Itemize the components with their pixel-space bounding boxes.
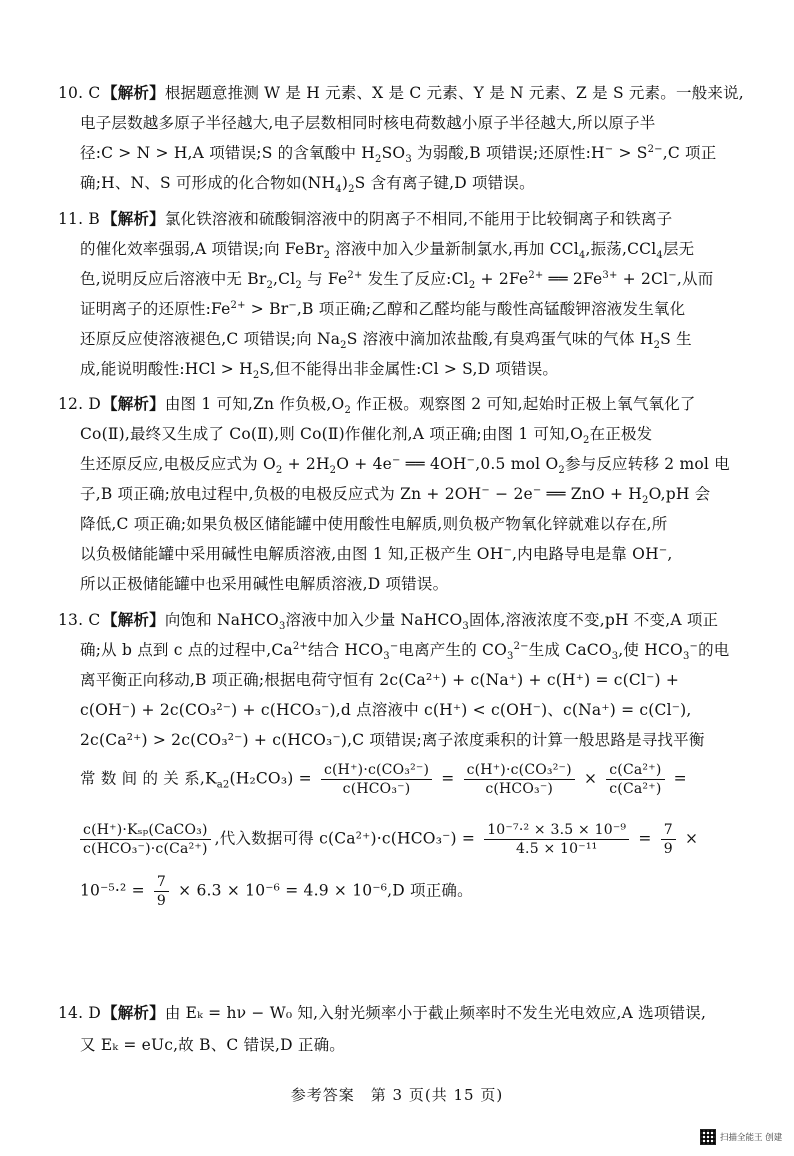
q13-line-6-formula: 常 数 间 的 关 系$,K_{a2}(H_2CO_3)$ = $\frac{\text{c(H⁺)·c(CO₃²⁻)}}{\text{c(HCO₃⁻)}}$ = $\frac{\text{c(H⁺)·c(CO₃²⁻)}}{\text{c(HCO₃⁻)}}$ × $\frac{\text{c(Ca²⁺)}}{\text{c(Ca²⁺)}}$ = bbox=[80, 762, 687, 797]
fraction-ka2: $\frac{\text{c(H⁺)·c(CO₃²⁻)}}{\text{c(HCO₃⁻)}}$ bbox=[321, 763, 432, 796]
q14-line-2: 又 Eₖ = eUc,故 B、C 错误,D 正确。 bbox=[80, 1036, 345, 1054]
q11-line-2: 的催化效率强弱,A 项错误;向 FeBr$_2$ 溶液中加入少量新制氯水,再加 CCl$_4$,振荡,CCl$_4$层无 bbox=[80, 240, 695, 262]
q11-line-3: 色,说明反应后溶液中无 $Br_2,Cl_2$ 与 $Fe^{2+}$ 发生了反应$:Cl_2 + 2Fe^{2+}$ ══ $2Fe^{3+} + 2Cl^-$,从而 bbox=[80, 269, 714, 292]
fraction-ka2-expanded: $\frac{\text{c(H⁺)·c(CO₃²⁻)}}{\text{c(HCO₃⁻)}}$ bbox=[464, 763, 575, 796]
q13-line-2: 确;从 b 点到 c 点的过程中$,Ca^{2+}$结合 $HCO_3^-$电离产生的 $CO_3^{2-}$生成 CaCO$_3$,使 $HCO_3^-$的电 bbox=[80, 640, 730, 663]
scanner-watermark bbox=[700, 1128, 794, 1146]
q14-line-1: 14. D【解析】由 Eₖ = hν − W₀ 知,入射光频率小于截止频率时不发生光电效应,A 选项错误, bbox=[58, 1004, 707, 1022]
page-footer: 参考答案 第 3 页(共 15 页) bbox=[290, 1086, 504, 1104]
q12-line-5: 降低,C 项正确;如果负极区储能罐中使用酸性电解质,则负极产物氧化锌就难以存在,所 bbox=[80, 515, 668, 533]
q10-line-1: 10. C 【解析】根据题意推测 W 是 H 元素、X 是 C 元素、Y 是 N 元素、Z 是 S 元素。一般来说, bbox=[58, 84, 744, 102]
q12-line-2: Co(Ⅱ),最终又生成了 Co(Ⅱ),则 Co(Ⅱ)作催化剂,A 项正确;由图 1 可知$,O_2$在正极发 bbox=[80, 425, 653, 447]
analysis-tag: 【解析】 bbox=[102, 1004, 165, 1022]
q13-line-1: 13. C 【解析】向饱和 NaHCO$_3$溶液中加入少量 NaHCO$_3$固体,溶液浓度不变,pH 不变,A 项正 bbox=[58, 611, 719, 633]
analysis-tag: 【解析】 bbox=[102, 611, 165, 629]
fraction-substitution: $\frac{\text{10⁻⁷·² × 3.5 × 10⁻⁹}}{\text{4.5 × 10⁻¹¹}}$ bbox=[484, 823, 629, 856]
q13-line-3: 离平衡正向移动,B 项正确;根据电荷守恒有 2c(Ca²⁺) + c(Na⁺) + c(H⁺) = c(Cl⁻) + bbox=[80, 671, 680, 689]
q12-line-1: 12. D【解析】由图 1 可知,Zn 作负极$,O_2$ 作正极。观察图 2 可知,起始时正极上氧气氧化了 bbox=[58, 395, 696, 417]
analysis-tag: 【解析】 bbox=[102, 84, 165, 102]
q11-line-5: 还原反应使溶液褪色,C 项错误;向 $Na_2S$ 溶液中滴加浓盐酸,有臭鸡蛋气味的气体 $H_2S$ 生 bbox=[80, 330, 692, 352]
fraction-ksp: $\frac{\text{c(H⁺)·Kₛₚ(CaCO₃)}}{\text{c(HCO₃⁻)·c(Ca²⁺)}}$ bbox=[80, 823, 211, 856]
q12-number: 12. D bbox=[58, 395, 102, 413]
q10-line-4: 确;H、N、S 可形成的化合物如$(NH_4)_2S$ 含有离子键,D 项错误。 bbox=[80, 174, 535, 196]
q12-line-4: 子,B 项正确;放电过程中,负极的电极反应式为 Zn + 2OH− − 2e− ══ ZnO + $H_2O,pH$ 会 bbox=[80, 484, 711, 507]
q11-number: 11. B bbox=[58, 210, 100, 228]
q12-line-7: 所以正极储能罐中也采用碱性电解质溶液,D 项错误。 bbox=[80, 575, 449, 593]
q14-number: 14. D bbox=[58, 1004, 102, 1022]
scanner-watermark-text: 扫描全能王 创建 bbox=[720, 1133, 783, 1143]
q10-line-2: 电子层数越多原子半径越大,电子层数相同时核电荷数越小原子半径越大,所以原子半 bbox=[80, 114, 656, 132]
fraction-ca: $\frac{\text{c(Ca²⁺)}}{\text{c(Ca²⁺)}}$ bbox=[606, 763, 664, 796]
q13-line-4: c(OH⁻) + 2c(CO₃²⁻) + c(HCO₃⁻),d 点溶液中 c(H⁺) < c(OH⁻)、c(Na⁺) = c(Cl⁻), bbox=[80, 701, 692, 719]
analysis-tag: 【解析】 bbox=[102, 395, 165, 413]
q10-line-3: 径:C > N > H,A 项错误;S 的含氧酸中 $H_2SO_3$ 为弱酸,B 项错误;还原性:H− > $S^{2-},C$ 项正 bbox=[80, 143, 717, 166]
q11-line-1: 11. B 【解析】氯化铁溶液和硫酸铜溶液中的阴离子不相同,不能用于比较铜离子和铁离子 bbox=[58, 210, 673, 228]
analysis-tag: 【解析】 bbox=[102, 210, 165, 228]
q12-line-3: 生还原反应,电极反应式为 $O_2 + 2H_2O + 4e^-$ ══ 4OH−,0.5 mol $O_2$参与反应转移 2 mol 电 bbox=[80, 454, 730, 477]
fraction-seven-ninths: $\frac{7}{9}$ bbox=[661, 823, 676, 856]
q11-line-6: 成,能说明酸性:HCl > $H_2S$,但不能得出非金属性:Cl > S,D 项错误。 bbox=[80, 360, 559, 382]
fraction-seven-ninths-2: $\frac{7}{9}$ bbox=[154, 875, 169, 908]
q12-line-6: 以负极储能罐中采用碱性电解质溶液,由图 1 知,正极产生 OH−,内电路导电是靠 OH−, bbox=[80, 544, 673, 563]
q13-line-5: 2c(Ca²⁺) > 2c(CO₃²⁻) + c(HCO₃⁻),C 项错误;离子浓度乘积的计算一般思路是寻找平衡 bbox=[80, 731, 705, 749]
q11-line-4: 证明离子的还原性$:Fe^{2+} > Br^-,B$ 项正确;乙醇和乙醛均能与酸性高锰酸钾溶液发生氧化 bbox=[80, 299, 686, 318]
q13-number: 13. C bbox=[58, 611, 101, 629]
q13-line-8-formula: 10⁻⁵·² = $\frac{7}{9}$ × 6.3 × 10⁻⁶ = 4.9 × 10⁻⁶,D 项正确。 bbox=[80, 874, 473, 909]
q10-number: 10. C bbox=[58, 84, 101, 102]
qr-code-icon bbox=[700, 1129, 716, 1145]
q13-line-7-formula: $\frac{\text{c(H⁺)·Kₛₚ(CaCO₃)}}{\text{c(HCO₃⁻)·c(Ca²⁺)}}$ ,代入数据可得 c(Ca²⁺)·c(HCO₃⁻) = $\frac{\text{10⁻⁷·² × 3.5 × 10⁻⁹}}{\text{4.5 × 10⁻¹¹}}$ = $\frac{7}{9}$ × bbox=[80, 823, 698, 856]
